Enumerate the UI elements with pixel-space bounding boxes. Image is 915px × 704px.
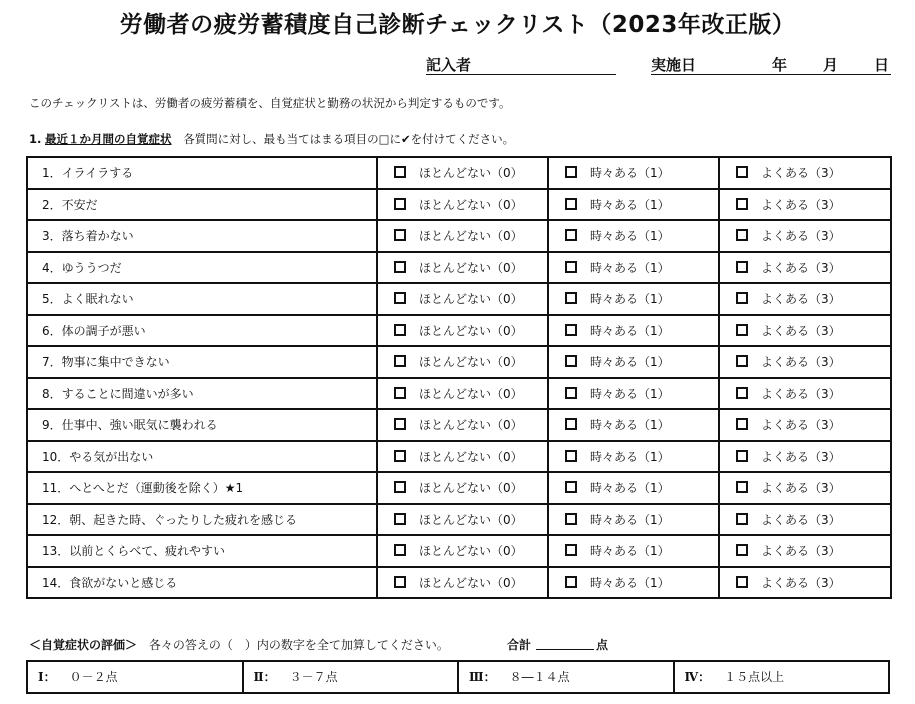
intro-text: このチェックリストは、労働者の疲労蓄積を、自覚症状と勤務の状況から判定するものです。 <box>29 96 511 110</box>
option-often[interactable] <box>719 409 891 441</box>
option-label: ほとんどない（0） <box>419 323 523 338</box>
option-sometimes[interactable] <box>548 283 719 315</box>
level-numeral: Ⅱ： <box>253 670 276 684</box>
checkbox[interactable] <box>736 481 748 493</box>
section-instruction: 各質問に対し、最も当てはまる項目の□に✔を付けてください。 <box>183 132 515 146</box>
evaluation-line <box>29 636 449 653</box>
checkbox[interactable] <box>736 576 748 588</box>
level-3 <box>459 662 675 692</box>
option-sometimes[interactable] <box>548 567 719 599</box>
question-text: 4．ゆううつだ <box>27 252 377 284</box>
points-label: 点 <box>596 638 609 652</box>
question-text: 10．やる気が出ない <box>27 441 377 473</box>
option-label: よくある（3） <box>761 166 841 181</box>
question-row <box>27 441 891 473</box>
checkbox[interactable] <box>394 166 406 178</box>
month-label: 月 <box>823 56 839 74</box>
checkbox[interactable] <box>565 387 577 399</box>
option-label: よくある（3） <box>761 260 841 275</box>
option-none[interactable] <box>377 409 548 441</box>
checkbox[interactable] <box>394 450 406 462</box>
question-row <box>27 567 891 599</box>
option-label: よくある（3） <box>761 386 841 401</box>
option-often[interactable] <box>719 220 891 252</box>
level-range: ８―１４点 <box>509 670 570 684</box>
question-text: 12．朝、起きた時、ぐったりした疲れを感じる <box>27 504 377 536</box>
option-none[interactable] <box>377 189 548 221</box>
option-none[interactable] <box>377 504 548 536</box>
checkbox[interactable] <box>394 292 406 304</box>
question-text: 6．体の調子が悪い <box>27 315 377 347</box>
day-label: 日 <box>874 56 890 74</box>
option-label: よくある（3） <box>761 481 841 496</box>
checkbox[interactable] <box>394 198 406 210</box>
option-often[interactable] <box>719 315 891 347</box>
checkbox[interactable] <box>565 292 577 304</box>
option-label: よくある（3） <box>761 355 841 370</box>
option-sometimes[interactable] <box>548 472 719 504</box>
checkbox[interactable] <box>565 450 577 462</box>
option-none[interactable] <box>377 567 548 599</box>
option-label: ほとんどない（0） <box>419 544 523 559</box>
checkbox[interactable] <box>394 387 406 399</box>
option-none[interactable] <box>377 157 548 189</box>
evaluation-levels <box>26 660 890 694</box>
option-often[interactable] <box>719 283 891 315</box>
recorder-input-line[interactable] <box>426 74 616 75</box>
option-sometimes[interactable] <box>548 315 719 347</box>
question-row <box>27 252 891 284</box>
option-often[interactable] <box>719 567 891 599</box>
option-sometimes[interactable] <box>548 504 719 536</box>
option-none[interactable] <box>377 535 548 567</box>
checkbox[interactable] <box>736 450 748 462</box>
option-sometimes[interactable] <box>548 189 719 221</box>
option-label: よくある（3） <box>761 418 841 433</box>
option-label: ほとんどない（0） <box>419 418 523 433</box>
question-text: 1．イライラする <box>27 157 377 189</box>
option-label: 時々ある（1） <box>590 449 670 464</box>
level-numeral: Ⅲ： <box>469 670 496 684</box>
level-range: ０－２点 <box>69 670 118 684</box>
option-sometimes[interactable] <box>548 220 719 252</box>
checkbox[interactable] <box>565 576 577 588</box>
question-text: 7．物事に集中できない <box>27 346 377 378</box>
option-label: ほとんどない（0） <box>419 481 523 496</box>
checkbox[interactable] <box>565 513 577 525</box>
checkbox[interactable] <box>565 324 577 336</box>
question-text: 3．落ち着かない <box>27 220 377 252</box>
date-label: 実施日 <box>651 56 697 74</box>
question-row <box>27 409 891 441</box>
checkbox[interactable] <box>394 481 406 493</box>
checkbox[interactable] <box>394 418 406 430</box>
question-text: 2．不安だ <box>27 189 377 221</box>
option-sometimes[interactable] <box>548 441 719 473</box>
evaluation-text: 各々の答えの（ ）内の数字を全て加算してください。 <box>148 638 449 652</box>
symptom-table <box>26 156 892 599</box>
question-row <box>27 535 891 567</box>
checkbox[interactable] <box>394 261 406 273</box>
checkbox[interactable] <box>736 324 748 336</box>
checkbox[interactable] <box>394 513 406 525</box>
checkbox[interactable] <box>736 261 748 273</box>
option-label: ほとんどない（0） <box>419 355 523 370</box>
option-often[interactable] <box>719 157 891 189</box>
evaluation-heading: ＜自覚症状の評価＞ <box>29 638 138 652</box>
checkbox[interactable] <box>394 355 406 367</box>
level-2 <box>244 662 460 692</box>
question-row <box>27 189 891 221</box>
level-1 <box>28 662 244 692</box>
checkbox[interactable] <box>394 544 406 556</box>
option-often[interactable] <box>719 504 891 536</box>
option-label: よくある（3） <box>761 449 841 464</box>
checkbox[interactable] <box>736 387 748 399</box>
option-label: 時々ある（1） <box>590 229 670 244</box>
question-text: 13．以前とくらべて、疲れやすい <box>27 535 377 567</box>
option-none[interactable] <box>377 220 548 252</box>
section-title <box>29 131 514 147</box>
option-label: ほとんどない（0） <box>419 449 523 464</box>
checkbox[interactable] <box>565 544 577 556</box>
year-label: 年 <box>772 56 788 74</box>
checkbox[interactable] <box>565 198 577 210</box>
question-row <box>27 504 891 536</box>
option-often[interactable] <box>719 378 891 410</box>
option-often[interactable] <box>719 189 891 221</box>
option-label: ほとんどない（0） <box>419 229 523 244</box>
option-label: 時々ある（1） <box>590 481 670 496</box>
checkbox[interactable] <box>394 576 406 588</box>
question-text: 14．食欲がないと感じる <box>27 567 377 599</box>
option-label: よくある（3） <box>761 197 841 212</box>
option-label: ほとんどない（0） <box>419 166 523 181</box>
page-title: 労働者の疲労蓄積度自己診断チェックリスト（2023年改正版） <box>119 12 796 38</box>
option-label: 時々ある（1） <box>590 418 670 433</box>
option-label: 時々ある（1） <box>590 355 670 370</box>
checkbox[interactable] <box>565 261 577 273</box>
option-label: 時々ある（1） <box>590 544 670 559</box>
level-range: ３－７点 <box>289 670 338 684</box>
checkbox[interactable] <box>565 355 577 367</box>
option-label: ほとんどない（0） <box>419 260 523 275</box>
option-label: よくある（3） <box>761 512 841 527</box>
option-label: 時々ある（1） <box>590 260 670 275</box>
question-row <box>27 220 891 252</box>
checkbox[interactable] <box>736 513 748 525</box>
question-row <box>27 378 891 410</box>
question-row <box>27 315 891 347</box>
total-label: 合計 <box>507 638 532 652</box>
option-label: よくある（3） <box>761 229 841 244</box>
option-sometimes[interactable] <box>548 157 719 189</box>
section-heading: 最近１か月間の自覚症状 <box>45 132 172 146</box>
option-label: 時々ある（1） <box>590 292 670 307</box>
option-sometimes[interactable] <box>548 409 719 441</box>
checkbox[interactable] <box>394 229 406 241</box>
option-label: ほとんどない（0） <box>419 512 523 527</box>
option-sometimes[interactable] <box>548 535 719 567</box>
option-label: 時々ある（1） <box>590 575 670 590</box>
option-often[interactable] <box>719 441 891 473</box>
option-label: よくある（3） <box>761 323 841 338</box>
option-none[interactable] <box>377 283 548 315</box>
section-number: 1. <box>29 132 42 146</box>
option-none[interactable] <box>377 378 548 410</box>
option-sometimes[interactable] <box>548 378 719 410</box>
question-text: 11．へとへとだ（運動後を除く）★1 <box>27 472 377 504</box>
option-label: 時々ある（1） <box>590 166 670 181</box>
checkbox[interactable] <box>736 418 748 430</box>
option-label: よくある（3） <box>761 575 841 590</box>
question-text: 8．することに間違いが多い <box>27 378 377 410</box>
question-row <box>27 472 891 504</box>
option-often[interactable] <box>719 346 891 378</box>
checkbox[interactable] <box>565 229 577 241</box>
checkbox[interactable] <box>736 229 748 241</box>
option-label: 時々ある（1） <box>590 197 670 212</box>
level-range: １５点以上 <box>724 670 785 684</box>
date-input-line[interactable] <box>651 74 891 75</box>
checkbox[interactable] <box>736 166 748 178</box>
option-often[interactable] <box>719 252 891 284</box>
option-sometimes[interactable] <box>548 346 719 378</box>
checkbox[interactable] <box>565 418 577 430</box>
checkbox[interactable] <box>736 355 748 367</box>
option-none[interactable] <box>377 472 548 504</box>
checkbox[interactable] <box>565 481 577 493</box>
option-none[interactable] <box>377 315 548 347</box>
level-4 <box>675 662 889 692</box>
option-label: よくある（3） <box>761 292 841 307</box>
option-none[interactable] <box>377 441 548 473</box>
checkbox[interactable] <box>736 544 748 556</box>
question-text: 9．仕事中、強い眠気に襲われる <box>27 409 377 441</box>
option-label: ほとんどない（0） <box>419 386 523 401</box>
option-label: ほとんどない（0） <box>419 292 523 307</box>
question-row <box>27 346 891 378</box>
checkbox[interactable] <box>565 166 577 178</box>
level-numeral: Ⅰ： <box>38 670 56 684</box>
recorder-label: 記入者 <box>426 56 472 74</box>
option-label: 時々ある（1） <box>590 386 670 401</box>
option-none[interactable] <box>377 252 548 284</box>
total-input-line[interactable] <box>536 649 594 650</box>
checkbox[interactable] <box>394 324 406 336</box>
question-row <box>27 283 891 315</box>
question-text: 5．よく眠れない <box>27 283 377 315</box>
checkbox[interactable] <box>736 292 748 304</box>
level-numeral: Ⅳ： <box>684 670 711 684</box>
option-label: ほとんどない（0） <box>419 575 523 590</box>
option-label: 時々ある（1） <box>590 323 670 338</box>
option-label: ほとんどない（0） <box>419 197 523 212</box>
option-none[interactable] <box>377 346 548 378</box>
option-sometimes[interactable] <box>548 252 719 284</box>
option-label: よくある（3） <box>761 544 841 559</box>
checkbox[interactable] <box>736 198 748 210</box>
option-often[interactable] <box>719 535 891 567</box>
option-often[interactable] <box>719 472 891 504</box>
question-row <box>27 157 891 189</box>
option-label: 時々ある（1） <box>590 512 670 527</box>
